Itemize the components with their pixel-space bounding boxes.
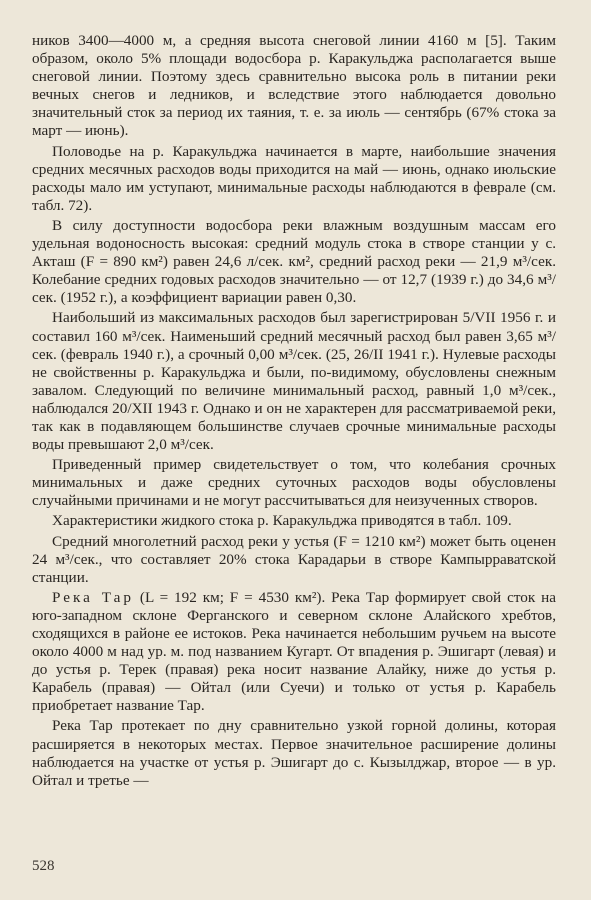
page-number: 528 bbox=[32, 858, 55, 874]
paragraph-flood-season: Половодье на р. Каракульджа начинается в марте, наибольшие значения средних месячных расходов воды приходится на май — июнь, однако июльские расходы мало им уступают, минимальные расходы наблюдаются в феврале (см. табл. 72). bbox=[32, 142, 556, 214]
tar-river-heading: Река Тар bbox=[52, 588, 135, 606]
paragraph-mouth-discharge: Средний многолетний расход реки у устья (F = 1210 км²) может быть оценен 24 м³/сек., что составляет 20% стока Карадарьи в створе Кампырраватской станции. bbox=[32, 532, 556, 586]
page-body bbox=[32, 32, 556, 790]
paragraph-table-reference: Характеристики жидкого стока р. Каракульджа приводятся в табл. 109. bbox=[52, 512, 512, 530]
paragraph-example-conclusion: Приведенный пример свидетельствует о том, что колебания срочных минимальных и даже средних суточных расходов воды обусловлены случайными причинами и не могут рассчитываться для неизученных створов. bbox=[32, 456, 556, 510]
tar-river-text: (L = 192 км; F = 4530 км²). Река Тар формирует свой сток на юго-западном склоне Ферганского и северном склоне Алайского хребтов, сходящихся в районе ее истоков. Река начинается небольшим ручьем на высоте около 4000 м над ур. м. под названием Кугарт. От впадения р. Эшигарт (левая) и до устья р. Терек (правая) река носит название Алайку, ниже до устья р. Карабель (правая) — Ойтал (или Суечи) и только от устья р. Карабель приобретает название Тар. bbox=[32, 588, 556, 715]
paragraph-tar-river bbox=[32, 589, 556, 716]
paragraph-snow-line: ников 3400—4000 м, а средняя высота снеговой линии 4160 м [5]. Таким образом, около 5% площади водосбора р. Каракульджа располагается выше снеговой линии. Поэтому здесь сравнительно высока роль в питании реки вечных снегов и ледников, и вследствие этого наблюдается довольно значительный сток за период их таяния, т. е. за июль — сентябрь (67% стока за март — июнь). bbox=[32, 32, 556, 140]
paragraph-tar-valley: Река Тар протекает по дну сравнительно узкой горной долины, которая расширяется в некоторых местах. Первое значительное расширение долины наблюдается на участке от устья р. Эшигарт до с. Кызылджар, второе — в ур. Ойтал и третье — bbox=[32, 717, 556, 789]
paragraph-max-min-discharge: Наибольший из максимальных расходов был зарегистрирован 5/VII 1956 г. и составил 160 м³/сек. Наименьший средний месячный расход был равен 3,65 м³/сек. (февраль 1940 г.), а срочный 0,00 м³/сек. (25, 26/II 1941 г.). Нулевые расходы не свойственны р. Каракульджа и были, по-видимому, обусловлены снежным завалом. Следующий по величине минимальный расход, равный 1,0 м³/сек., наблюдался 20/XII 1943 г. Однако и он не характерен для рассматриваемой реки, так как в подавляющем большинстве случаев срочные минимальные расходы воды превышают 2,0 м³/сек. bbox=[32, 309, 556, 454]
paragraph-runoff-modulus: В силу доступности водосбора реки влажным воздушным массам его удельная водоносность высокая: средний модуль стока в створе станции у с. Акташ (F = 890 км²) равен 24,6 л/сек. км², средний расход реки — 21,9 м³/сек. Колебание средних годовых расходов значительно — от 12,7 (1939 г.) до 34,6 м³/сек. (1952 г.), а коэффициент вариации равен 0,30. bbox=[32, 216, 556, 307]
